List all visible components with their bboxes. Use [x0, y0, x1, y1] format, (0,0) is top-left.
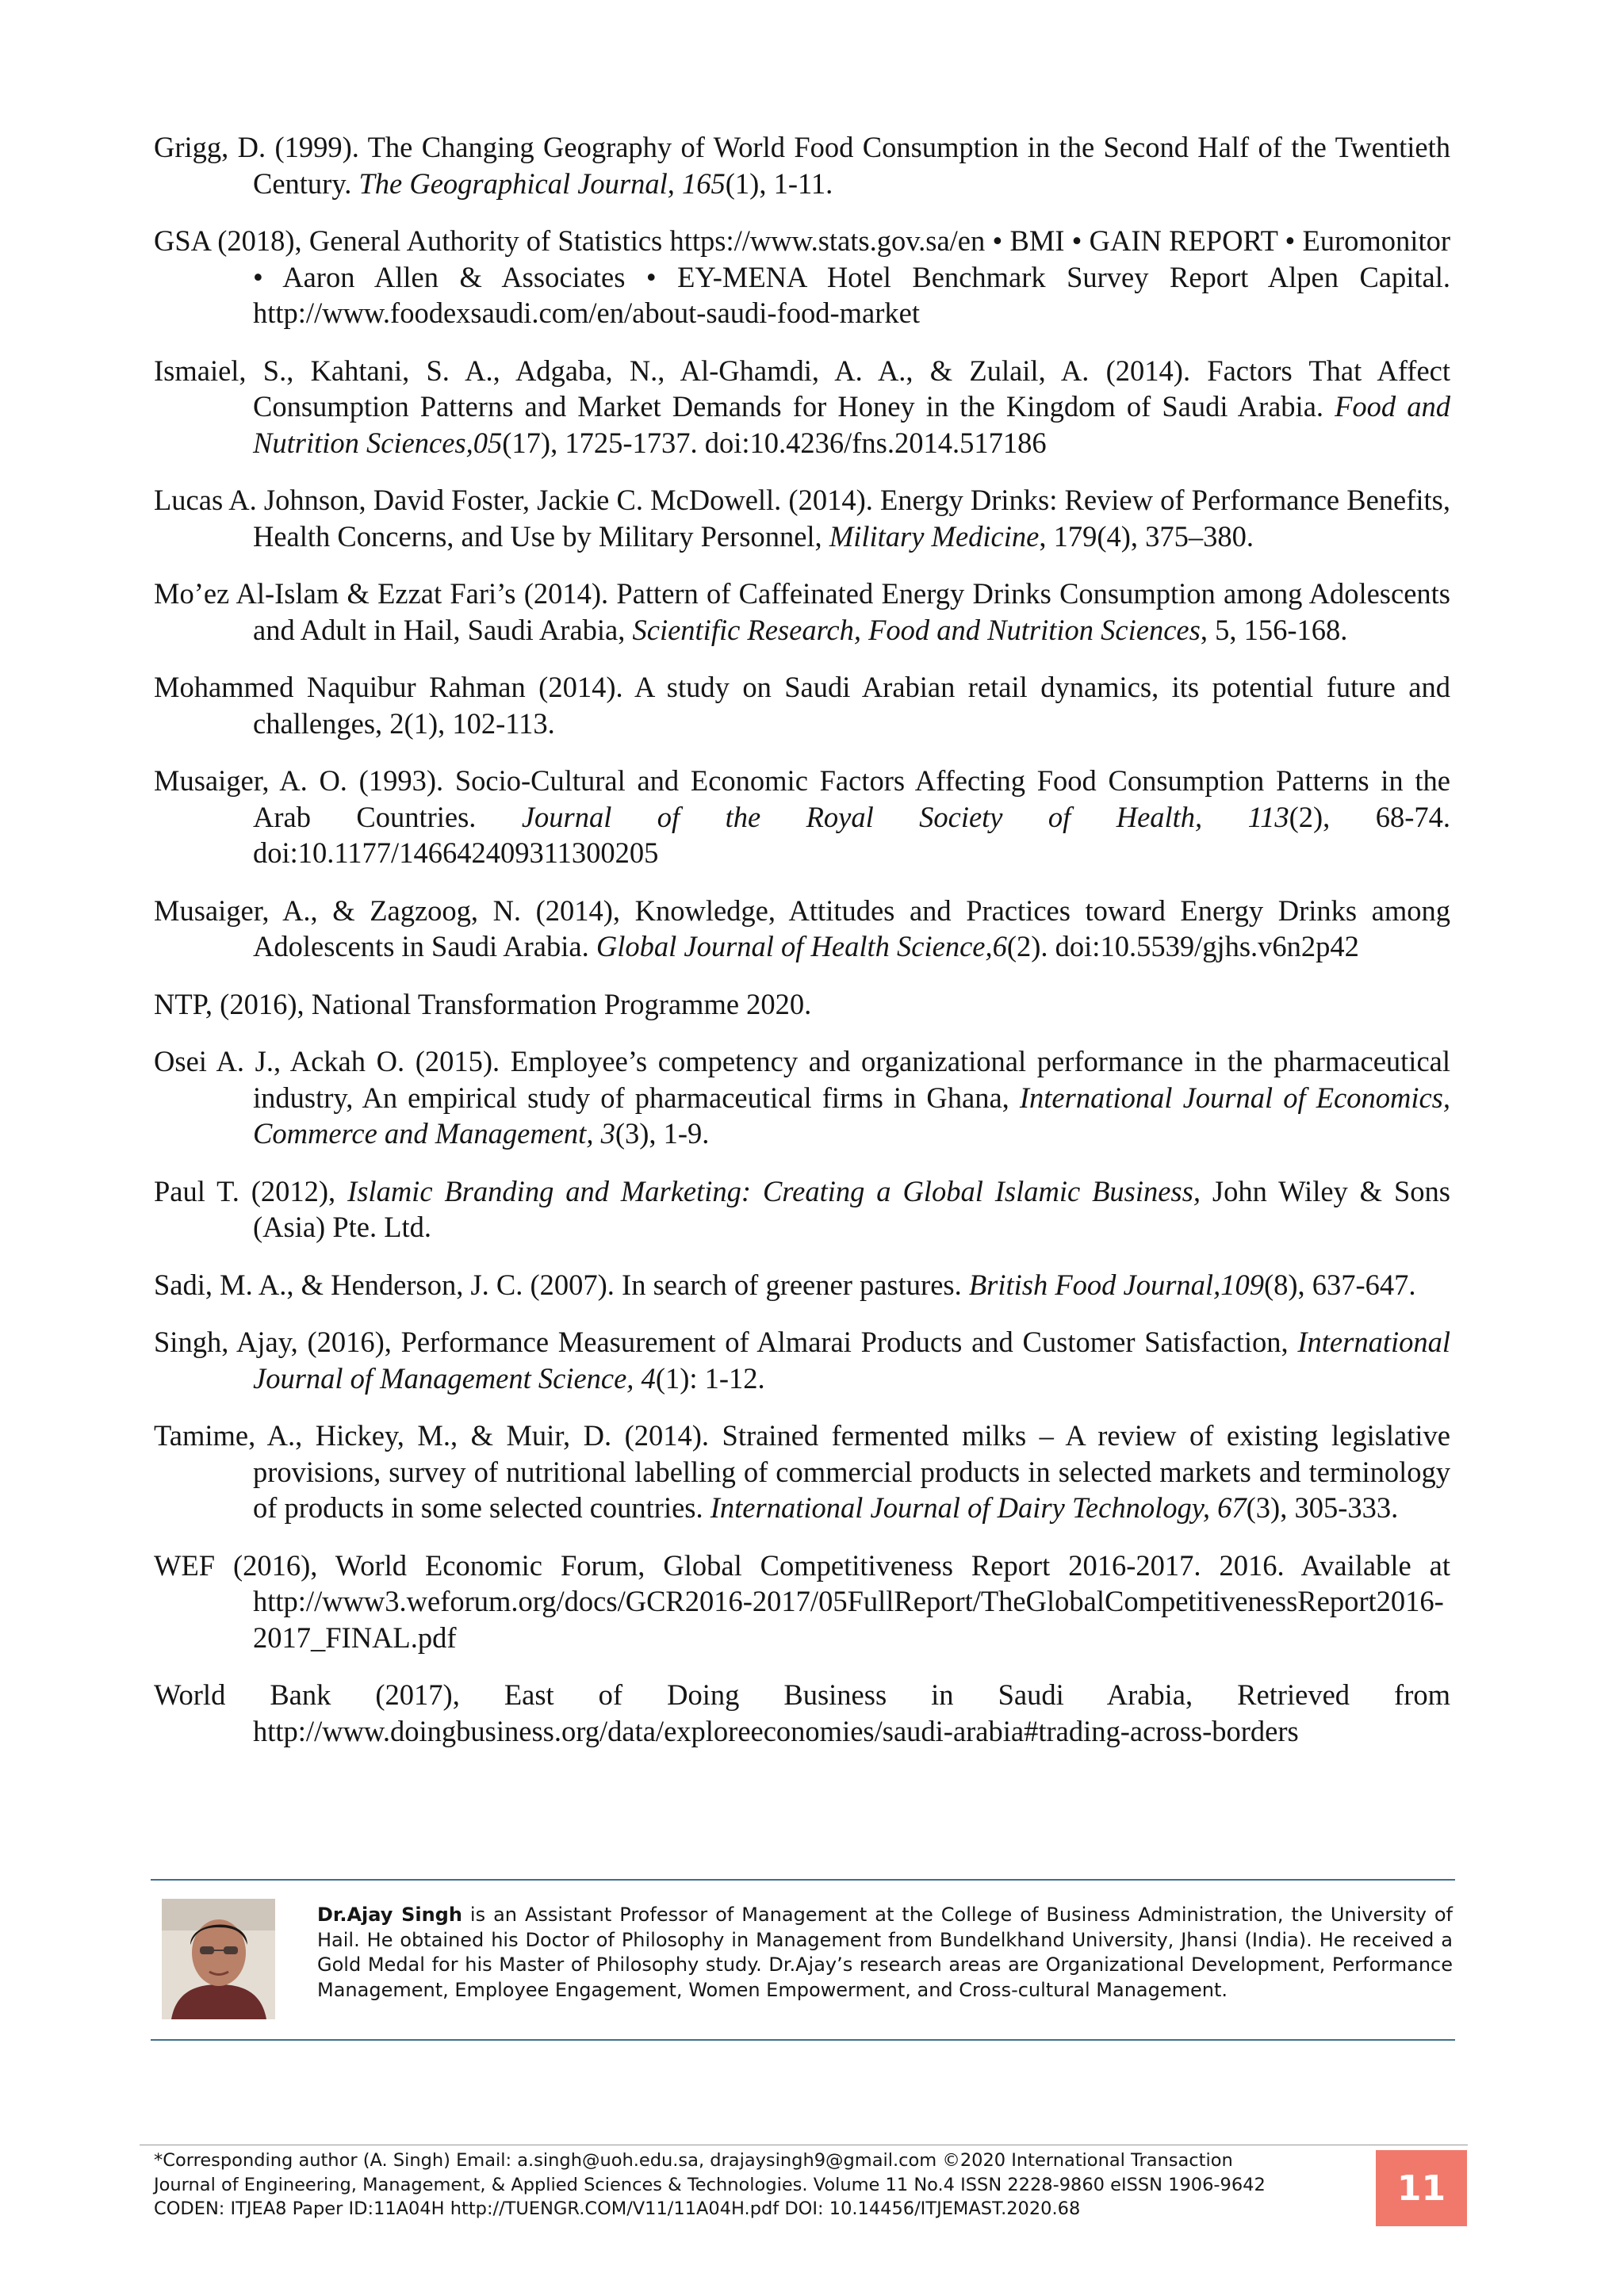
- reference-source-italic: Islamic Branding and Marketing: Creating a Global Islamic Business,: [347, 1174, 1201, 1207]
- reference-item: [154, 223, 1450, 331]
- author-name: Dr.Ajay Singh: [317, 1904, 462, 1926]
- reference-text: (8), 637-647.: [1263, 1268, 1416, 1301]
- reference-item: [154, 1267, 1450, 1303]
- reference-item: [154, 763, 1450, 871]
- bio-bottom-rule: [151, 2039, 1455, 2041]
- reference-text: GSA (2018), General Authority of Statistics https://www.stats.gov.sa/en • BMI • GAIN REPORT • Euromonitor • Aaron Allen & Associates • EY-MENA Hotel Benchmark Survey Report Alpen Capital. http://www.foodexsaudi.com/en/about-saudi-food-market: [154, 224, 1450, 329]
- footer-line-2: Journal of Engineering, Management, & Applied Sciences & Technologies. Volume 11 No.4 ISSN 2228-9860 eISSN 1906-9642: [154, 2174, 1266, 2195]
- reference-text: Mohammed Naquibur Rahman (2014). A study on Saudi Arabian retail dynamics, its potential future and challenges, 2(1), 102-113.: [154, 671, 1450, 740]
- reference-text: Ismaiel, S., Kahtani, S. A., Adgaba, N., Al-Ghamdi, A. A., & Zulail, A. (2014). Factors That Affect Consumption Patterns and Market Demands for Honey in the Kingdom of Saudi Arabia.: [154, 354, 1450, 423]
- reference-item: [154, 129, 1450, 201]
- reference-text: World Bank (2017), East of Doing Business in Saudi Arabia, Retrieved from http://www.doingbusiness.org/data/exploreeconomies/saudi-arabia#trading-across-borders: [154, 1678, 1450, 1747]
- author-bio-text: is an Assistant Professor of Management at the College of Business Administration, the University of Hail. He obtained his Doctor of Philosophy in Management from Bundelkhand University, Jhansi (India). He received a Gold Medal for his Master of Philosophy study. Dr.Ajay’s research areas are Organizational Development, Performance Management, Employee Engagement, Women Empowerment, and Cross-cultural Management.: [317, 1904, 1454, 2001]
- reference-text: Musaiger, A. O. (1993). Socio-Cultural and Economic Factors Affecting Food Consumption Patterns in the Arab Countries.: [154, 764, 1450, 833]
- reference-source-italic: Journal of the Royal Society of Health, 113: [521, 800, 1289, 833]
- reference-text: Mo’ez Al-Islam & Ezzat Fari’s (2014). Pattern of Caffeinated Energy Drinks Consumption among Adolescents and Adult in Hail, Saudi Arabia,: [154, 577, 1450, 646]
- reference-item: [154, 353, 1450, 461]
- author-photo-image: [162, 1899, 275, 2019]
- reference-text: (17), 1725-1737. doi:10.4236/fns.2014.517186: [502, 426, 1047, 459]
- page-number: 11: [1376, 2150, 1467, 2226]
- reference-item: [154, 986, 1450, 1023]
- reference-text: (3), 1-9.: [615, 1117, 710, 1150]
- reference-text: John Wiley & Sons (Asia) Pte. Ltd.: [253, 1174, 1450, 1243]
- reference-source-italic: The Geographical Journal, 165: [358, 166, 726, 200]
- reference-text: Singh, Ajay, (2016), Performance Measurement of Almarai Products and Customer Satisfaction,: [154, 1326, 1298, 1358]
- reference-text: Musaiger, A., & Zagzoog, N. (2014), Knowledge, Attitudes and Practices toward Energy Drinks among Adolescents in Saudi Arabia.: [154, 894, 1450, 962]
- reference-text: Osei A. J., Ackah O. (2015). Employee’s competency and organizational performance in the pharmaceutical industry, An empirical study of pharmaceutical firms in Ghana,: [154, 1045, 1450, 1114]
- reference-source-italic: British Food Journal,109: [968, 1268, 1264, 1301]
- reference-item: [154, 893, 1450, 965]
- author-bio: [317, 1903, 1453, 2003]
- reference-text: Grigg, D. (1999). The Changing Geography of World Food Consumption in the Second Half of the Twentieth Century.: [154, 131, 1450, 200]
- reference-item: [154, 1418, 1450, 1526]
- reference-source-italic: Scientific Research, Food and Nutrition Sciences: [632, 613, 1201, 646]
- footer-line-1: *Corresponding author (A. Singh) Email: a.singh@uoh.edu.sa, drajaysingh9@gmail.com ©2020 International Transaction: [154, 2150, 1233, 2171]
- reference-item: [154, 1043, 1450, 1152]
- footer: [154, 2149, 1359, 2221]
- reference-item: [154, 1677, 1450, 1749]
- reference-text: (1): 1-12.: [655, 1361, 765, 1395]
- reference-source-italic: International Journal of Economics, Commerce and Management, 3: [253, 1081, 1450, 1150]
- reference-text: (1), 1-11.: [725, 166, 833, 200]
- reference-text: Lucas A. Johnson, David Foster, Jackie C. McDowell. (2014). Energy Drinks: Review of Performance Benefits, Health Concerns, and Use by Military Personnel,: [154, 484, 1450, 553]
- reference-item: [154, 1324, 1450, 1396]
- reference-text: (2). doi:10.5539/gjhs.v6n2p42: [1006, 930, 1359, 962]
- author-photo: [162, 1899, 275, 2019]
- bio-top-rule: [151, 1879, 1455, 1881]
- reference-source-italic: International Journal of Management Science, 4: [253, 1326, 1450, 1395]
- reference-source-italic: International Journal of Dairy Technology, 67: [710, 1491, 1247, 1524]
- reference-text: (2), 68-74. doi:10.1177/146642409311300205: [253, 800, 1450, 869]
- footer-line-3: CODEN: ITJEA8 Paper ID:11A04H http://TUENGR.COM/V11/11A04H.pdf DOI: 10.14456/ITJEMAST.2020.68: [154, 2198, 1081, 2219]
- reference-source-italic: Food and Nutrition Sciences,05: [253, 390, 1450, 459]
- reference-item: [154, 669, 1450, 741]
- reference-item: [154, 576, 1450, 648]
- reference-item: [154, 1173, 1450, 1246]
- reference-item: [154, 482, 1450, 554]
- reference-text: (3), 305-333.: [1246, 1491, 1399, 1524]
- reference-item: [154, 1548, 1450, 1656]
- reference-source-italic: Military Medicine: [829, 519, 1040, 553]
- reference-text: WEF (2016), World Economic Forum, Global Competitiveness Report 2016-2017. 2016. Available at http://www3.weforum.org/docs/GCR2016-2017/05FullReport/TheGlobalCompetitivenessReport2016-2017_FINAL.pdf: [154, 1548, 1450, 1654]
- reference-source-italic: Global Journal of Health Science,6: [596, 930, 1007, 962]
- reference-text: Sadi, M. A., & Henderson, J. C. (2007). In search of greener pastures.: [154, 1268, 969, 1301]
- reference-text: , 5, 156-168.: [1200, 613, 1348, 646]
- reference-text: NTP, (2016), National Transformation Programme 2020.: [154, 987, 812, 1020]
- reference-text: Paul T. (2012),: [154, 1174, 348, 1207]
- reference-text: , 179(4), 375–380.: [1039, 519, 1254, 553]
- reference-text: Tamime, A., Hickey, M., & Muir, D. (2014). Strained fermented milks – A review of existing legislative provisions, survey of nutritional labelling of commercial products in selected markets and terminology of products in some selected countries.: [154, 1419, 1450, 1524]
- reference-list: [154, 129, 1450, 1770]
